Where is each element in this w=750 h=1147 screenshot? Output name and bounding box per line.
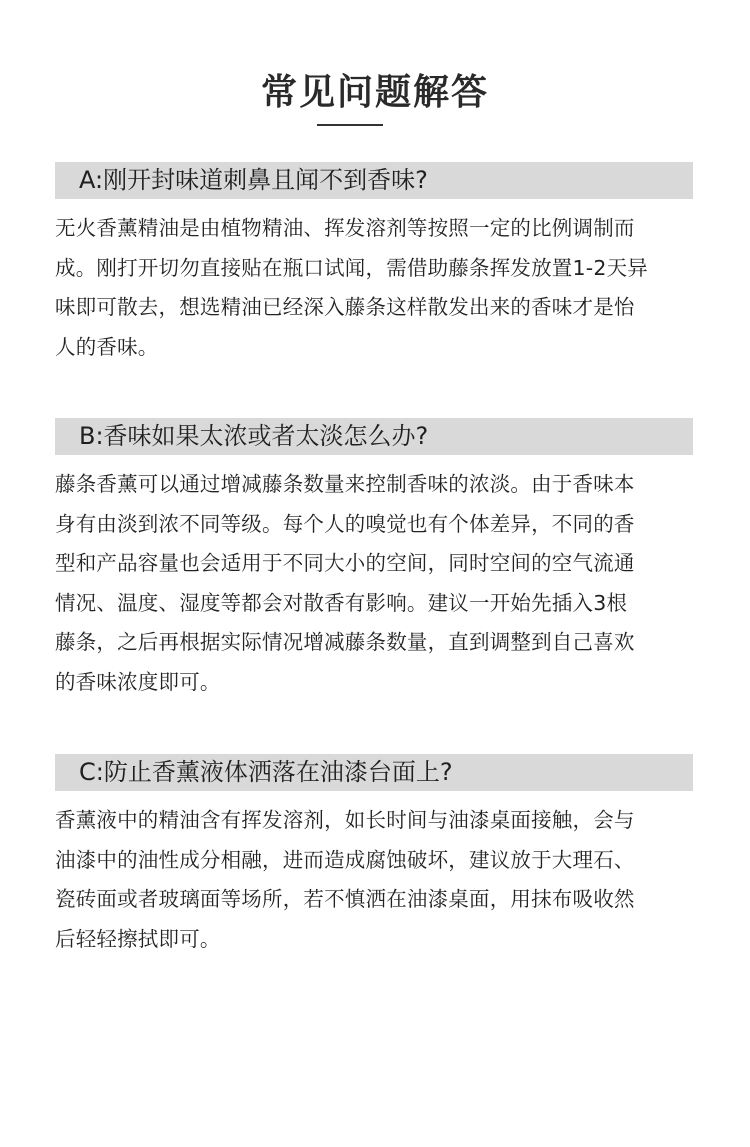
faq-answer-a bbox=[55, 209, 693, 367]
faq-item-c bbox=[55, 754, 693, 959]
answer-line: 身有由淡到浓不同等级。每个人的嗅觉也有个体差异，不同的香 bbox=[55, 511, 635, 536]
faq-answer-c bbox=[55, 801, 693, 959]
faq-item-a bbox=[55, 162, 693, 367]
answer-line: 无火香薰精油是由植物精油、挥发溶剂等按照一定的比例调制而 bbox=[55, 216, 635, 240]
faq-question-c: C:防止香薰液体洒落在油漆台面上? bbox=[55, 754, 693, 791]
answer-line: 香薰液中的精油含有挥发溶剂，如长时间与油漆桌面接触，会与 bbox=[55, 808, 635, 832]
faq-question-b: B:香味如果太浓或者太淡怎么办? bbox=[55, 418, 693, 455]
faq-question-a: A:刚开封味道刺鼻且闻不到香味? bbox=[55, 162, 693, 199]
answer-line: 的香味浓度即可。 bbox=[55, 669, 221, 694]
answer-line: 瓷砖面或者玻璃面等场所，若不慎洒在油漆桌面，用抹布吸收然 bbox=[55, 887, 635, 912]
answer-line: 藤条香薰可以通过增减藤条数量来控制香味的浓淡。由于香味本 bbox=[55, 472, 635, 496]
answer-line: 味即可散去，想选精油已经深入藤条这样散发出来的香味才是怡 bbox=[55, 295, 635, 320]
answer-line: 油漆中的油性成分相融，进而造成腐蚀破坏，建议放于大理石、 bbox=[55, 847, 635, 872]
title-underline bbox=[317, 124, 383, 126]
faq-answer-b bbox=[55, 465, 693, 703]
faq-item-b bbox=[55, 418, 693, 703]
page-title: 常见问题解答 bbox=[260, 72, 489, 113]
answer-line: 成。刚打开切勿直接贴在瓶口试闻，需借助藤条挥发放置1-2天异 bbox=[55, 255, 648, 280]
answer-line: 藤条，之后再根据实际情况增减藤条数量，直到调整到自己喜欢 bbox=[55, 630, 635, 655]
answer-line: 型和产品容量也会适用于不同大小的空间，同时空间的空气流通 bbox=[55, 551, 635, 576]
answer-line: 人的香味。 bbox=[55, 334, 159, 359]
answer-line: 后轻轻擦拭即可。 bbox=[55, 926, 221, 951]
answer-line: 情况、温度、湿度等都会对散香有影响。建议一开始先插入3根 bbox=[55, 590, 628, 615]
